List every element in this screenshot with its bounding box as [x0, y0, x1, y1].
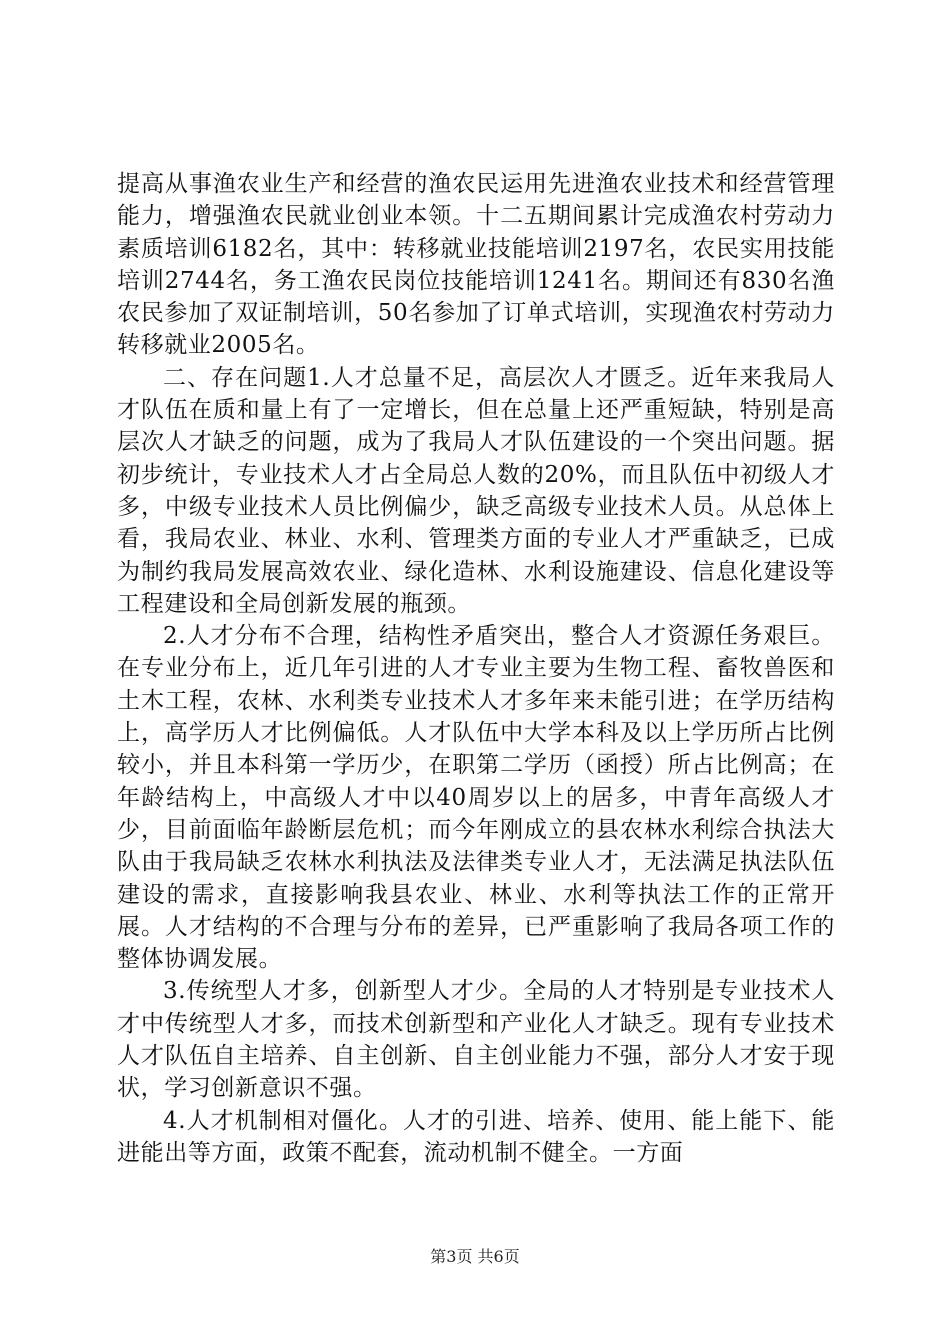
page-number-footer: 第3页 共6页 [430, 1247, 520, 1266]
paragraph-5: 4.人才机制相对僵化。人才的引进、培养、使用、能上能下、能进能出等方面，政策不配套，流动机制不健全。一方面 [117, 1107, 835, 1166]
document-body [117, 168, 835, 1169]
paragraph-1: 提高从事渔农业生产和经营的渔农民运用先进渔农业技术和经营管理能力，增强渔农民就业创业本领。十二五期间累计完成渔农村劳动力素质培训6182名，其中：转移就业技能培训2197名，农民实用技能培训2744名，务工渔农民岗位技能培训1241名。期间还有830名渔农民参加了双证制培训，50名参加了订单式培训，实现渔农村劳动力转移就业2005名。 [117, 171, 835, 359]
paragraph-2: 二、存在问题1.人才总量不足，高层次人才匮乏。近年来我局人才队伍在质和量上有了一定增长，但在总量上还严重短缺，特别是高层次人才缺乏的问题，成为了我局人才队伍建设的一个突出问题。据初步统计，专业技术人才占全局总人数的20%，而且队伍中初级人才多，中级专业技术人员比例偏少，缺乏高级专业技术人员。从总体上看，我局农业、林业、水利、管理类方面的专业人才严重缺乏，已成为制约我局发展高效农业、绿化造林、水利设施建设、信息化建设等工程建设和全局创新发展的瓶颈。 [117, 364, 835, 617]
paragraph-4: 3.传统型人才多，创新型人才少。全局的人才特别是专业技术人才中传统型人才多，而技术创新型和产业化人才缺乏。现有专业技术人才队伍自主培养、自主创新、自主创业能力不强，部分人才安于现状，学习创新意识不强。 [117, 978, 835, 1102]
paragraph-3: 2.人才分布不合理，结构性矛盾突出，整合人才资源任务艰巨。在专业分布上，近几年引进的人才专业主要为生物工程、畜牧兽医和土木工程，农林、水利类专业技术人才多年来未能引进；在学历结构上，高学历人才比例偏低。人才队伍中大学本科及以上学历所占比例较小，并且本科第一学历少，在职第二学历（函授）所占比例高；在年龄结构上，中高级人才中以40周岁以上的居多，中青年高级人才少，目前面临年龄断层危机；而今年刚成立的县农林水利综合执法大队由于我局缺乏农林水利执法及法律类专业人才，无法满足执法队伍建设的需求，直接影响我县农业、林业、水利等执法工作的正常开展。人才结构的不合理与分布的差异，已严重影响了我局各项工作的整体协调发展。 [117, 623, 835, 973]
